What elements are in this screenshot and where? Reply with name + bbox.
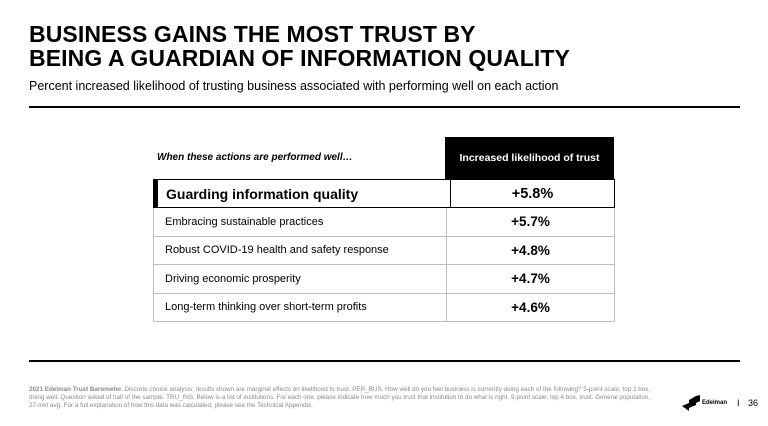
row-value: +4.8%	[446, 237, 614, 265]
table-row	[153, 294, 615, 323]
table-row	[153, 208, 615, 237]
row-value: +4.6%	[446, 294, 614, 322]
title-line-2: BEING A GUARDIAN OF INFORMATION QUALITY	[29, 45, 570, 71]
row-value: +5.8%	[450, 180, 614, 207]
table-row	[153, 237, 615, 266]
page-number: 36	[748, 398, 759, 408]
footnote-text: Discrete choice analysis; results shown are marginal effects on likelihood to trust. PER_BUS. How well do you feel business is currently doing each of the following? 5-point scale; top 2 box, doing well. Question asked of half of the sample. TRU_INS. Below is a list of institutions. For each one, please indicate how much you trust that institution to do what is right. 9-point scale; top 4 box, trust. General population, 27-mkt avg. For a full explanation of how this data was calculated, please see the Technical Appendix.	[29, 386, 651, 409]
table-header-actions: When these actions are performed well…	[157, 152, 353, 163]
row-value: +5.7%	[446, 208, 614, 236]
footer-separator: I	[737, 398, 740, 408]
top-divider	[29, 106, 740, 108]
table-row	[153, 179, 615, 208]
row-label: Long-term thinking over short-term profits	[165, 301, 367, 314]
footnote-source: 2021 Edelman Trust Barometer.	[29, 386, 123, 393]
row-label: Guarding information quality	[166, 185, 359, 202]
footnote	[29, 386, 659, 410]
bottom-divider	[29, 360, 740, 362]
row-label: Driving economic prosperity	[165, 272, 301, 285]
edelman-logo	[682, 395, 727, 411]
table-row	[153, 265, 615, 294]
row-value: +4.7%	[446, 265, 614, 293]
logo-text: Edelman	[702, 400, 728, 406]
edelman-logo-icon	[682, 395, 700, 411]
title-line-1: BUSINESS GAINS THE MOST TRUST BY	[29, 21, 476, 47]
slide-title	[29, 22, 729, 70]
row-label: Robust COVID-19 health and safety response	[165, 244, 389, 257]
slide-subtitle: Percent increased likelihood of trusting business associated with performing well on each action	[29, 79, 559, 93]
trust-table	[153, 179, 615, 322]
table-header-trust: Increased likelihood of trust	[445, 137, 614, 179]
row-label: Embracing sustainable practices	[165, 215, 324, 228]
